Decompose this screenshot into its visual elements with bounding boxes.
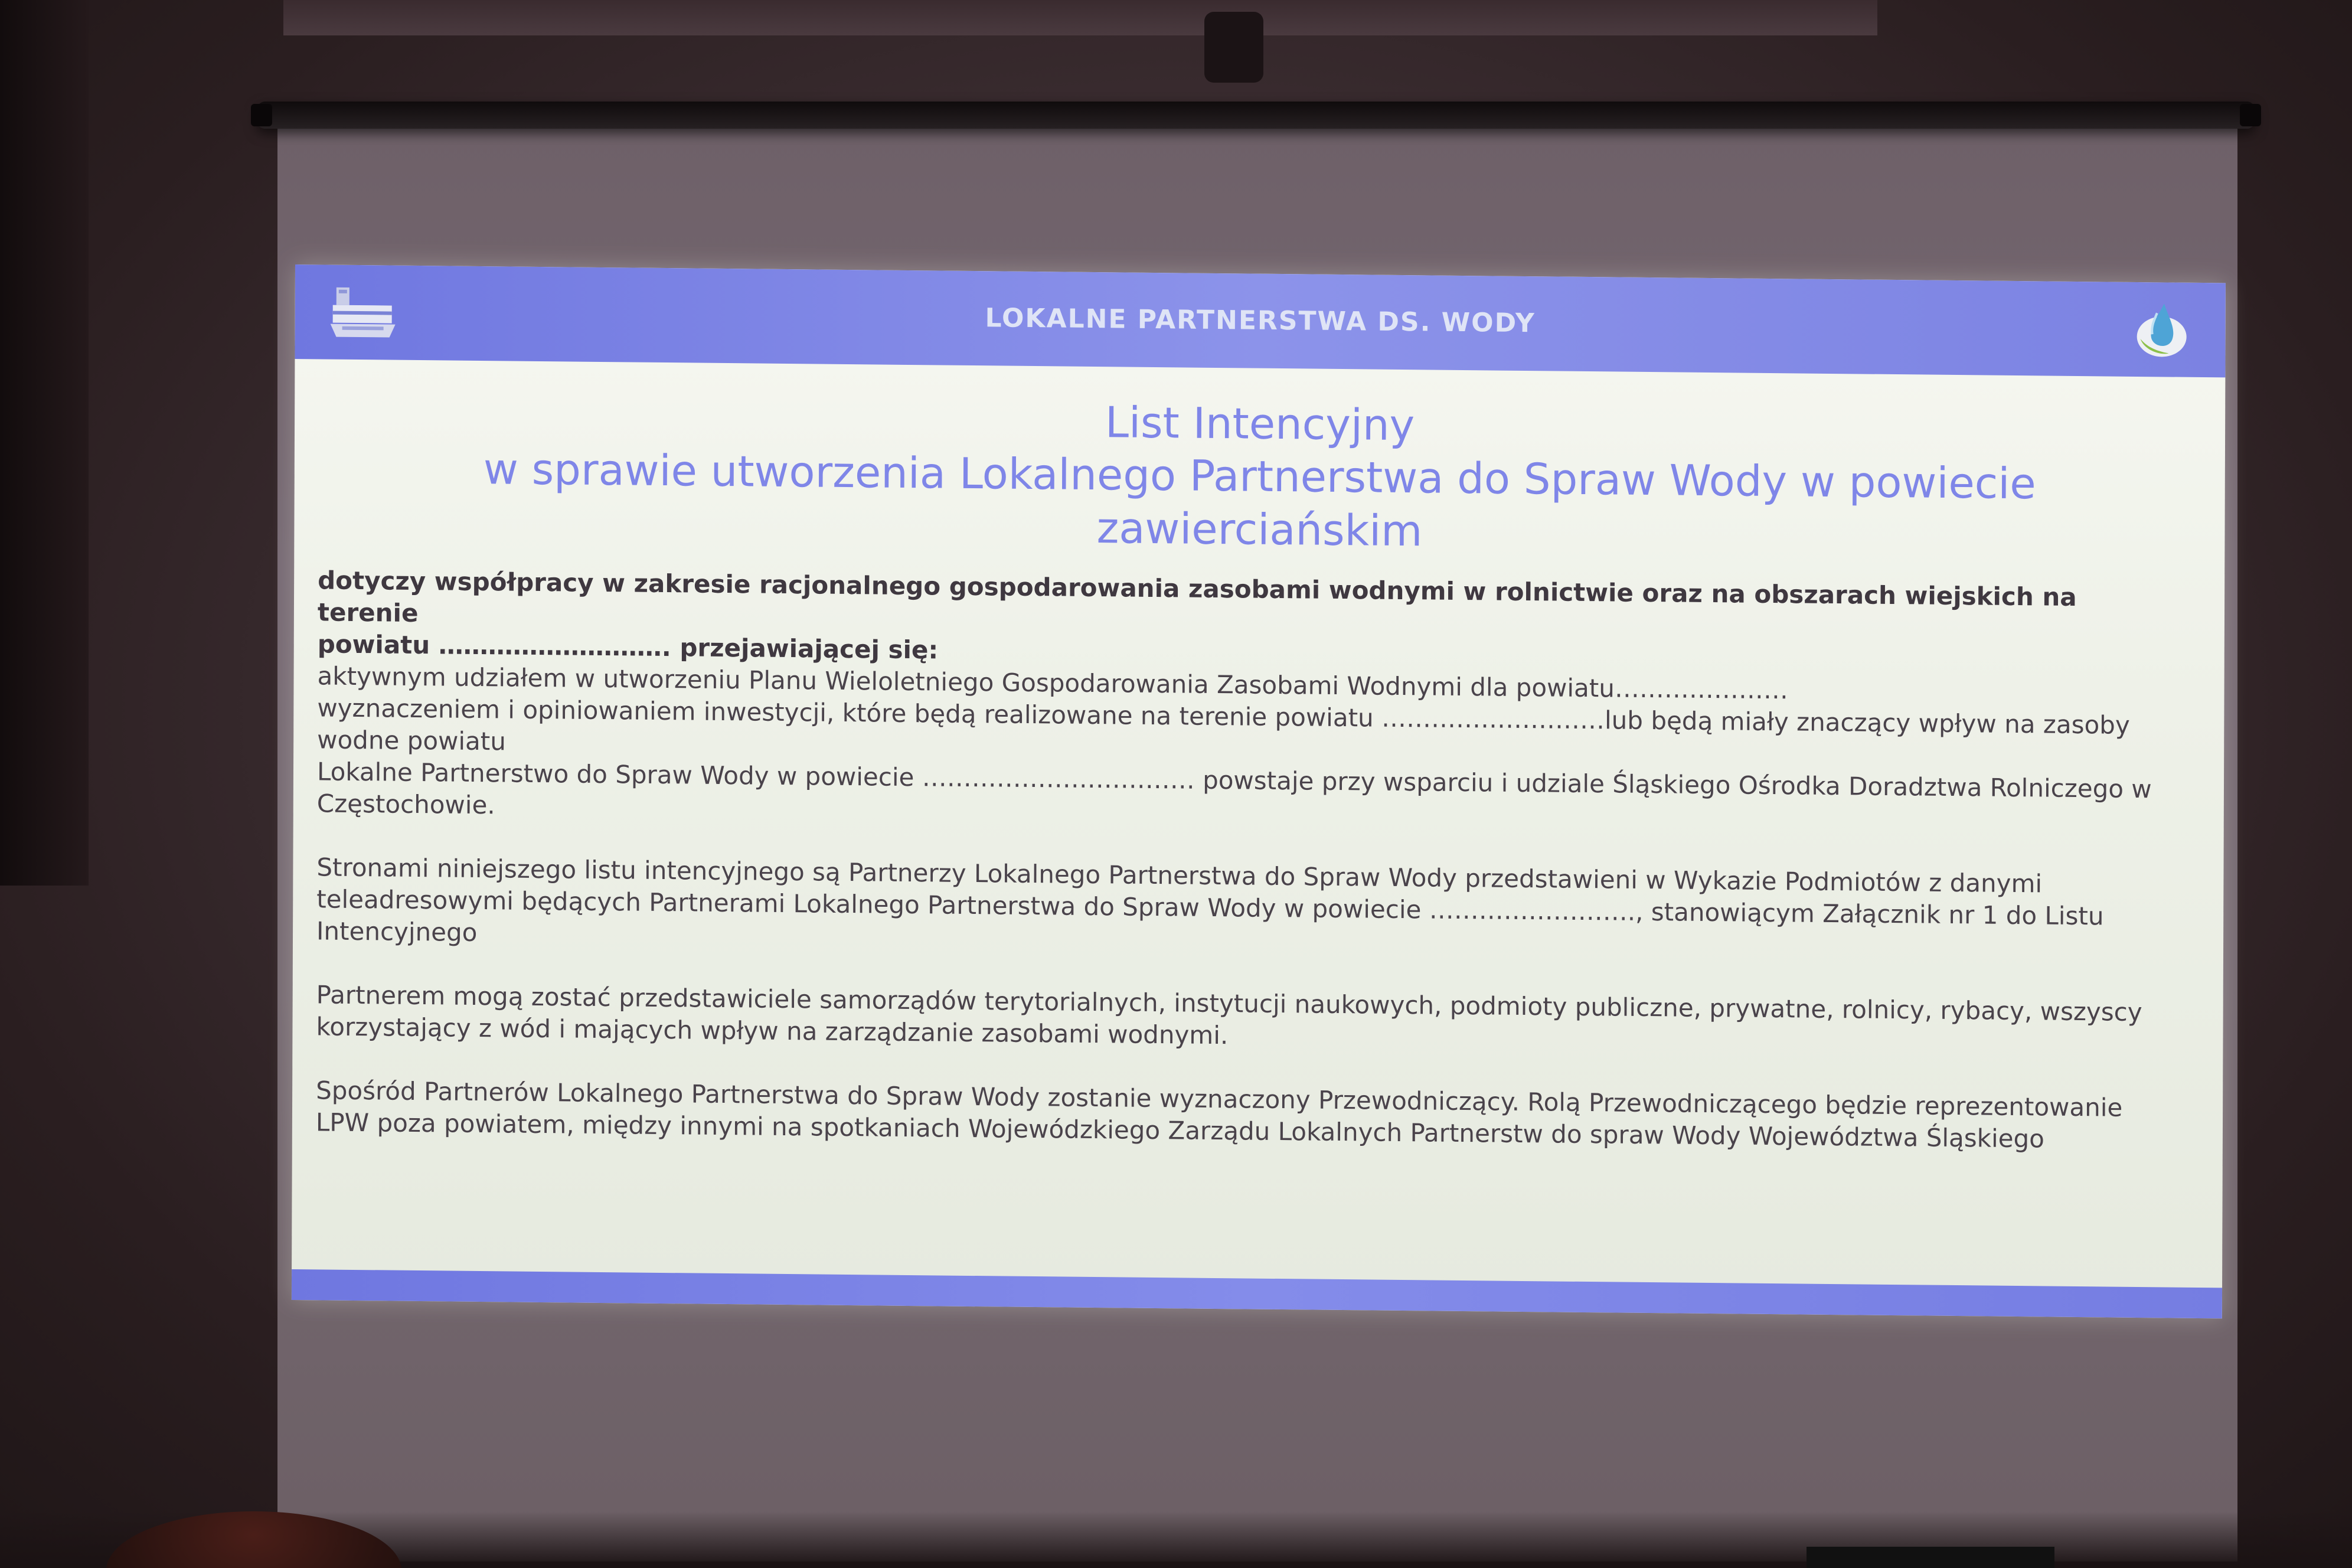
lead-line-1: dotyczy współpracy w zakresie racjonalnego gospodarowania zasobami wodnymi w rolnictwie oraz na obszarach wiejskich na terenie [317, 566, 2077, 628]
body-paragraph-chairman: Spośród Partnerów Lokalnego Partnerstwa do Spraw Wody zostanie wyznaczony Przewodniczący. Rolą Przewodniczącego będzie reprezentowanie LPW poza powiatem, między innymi na spotkaniach Wojewódzkiego Zarządu Lokalnych Partnerstw do spraw Wody Województwa Śląskiego [315, 1076, 2123, 1154]
screen-bar-cap-right [2240, 104, 2261, 126]
projector-mount [1204, 12, 1263, 83]
wall-dark-panel [0, 0, 89, 886]
lead-line-2: powiatu ………………………. przejawiającej się: [317, 629, 939, 665]
body-paragraph-partners: Partnerem mogą zostać przedstawiciele samorządów terytorialnych, instytucji naukowych, podmioty publiczne, prywatne, rolnicy, rybacy, wszyscy korzystający z wód i mających wpływ na zarządzanie zasobami wodnymi. [316, 980, 2142, 1050]
ceiling-frame [283, 0, 1877, 35]
projected-slide [292, 264, 2226, 1318]
slide-body [316, 564, 2183, 1156]
slide-subtitle: w sprawie utworzenia Lokalnego Partnerstwa do Spraw Wody w powiecie zawierciańskim [483, 444, 2036, 556]
body-item-3: Lokalne Partnerstwo do Spraw Wody w powiecie …………………………… powstaje przy wsparciu i udziale Śląskiego Ośrodka Doradztwa Rolniczego w Częstochowie. [316, 757, 2152, 820]
projector-device [1807, 1547, 2054, 1568]
screen-bar-cap-left [251, 104, 272, 126]
screen-top-bar [257, 102, 2255, 129]
water-drop-logo-icon [2134, 300, 2190, 360]
body-paragraph-parties: Stronami niniejszego listu intencyjnego są Partnerzy Lokalnego Partnerstwa do Spraw Wody przedstawieni w Wykazie Podmiotów z danymi teleadresowymi będących Partnerami Lokalnego Partnerstwa do Spraw Wody w powiecie ……………………., stanowiącym Załącznik nr 1 do Listu Intencyjnego [316, 852, 2104, 947]
slide-title: List Intencyjny [1105, 397, 1415, 450]
body-item-1: aktywnym udziałem w utworzeniu Planu Wieloletniego Gospodarowania Zasobami Wodnymi dla powiatu………………… [317, 661, 1788, 705]
slide-title-block [294, 388, 2225, 565]
body-item-2: wyznaczeniem i opiniowaniem inwestycji, które będą realizowane na terenie powiatu ………………………lub będą miały znaczący wpływ na zasoby wodne powiatu [317, 693, 2130, 756]
slide-header-title: LOKALNE PARTNERSTWA DS. WODY [985, 303, 1536, 339]
slide-header-bar [295, 264, 2226, 377]
